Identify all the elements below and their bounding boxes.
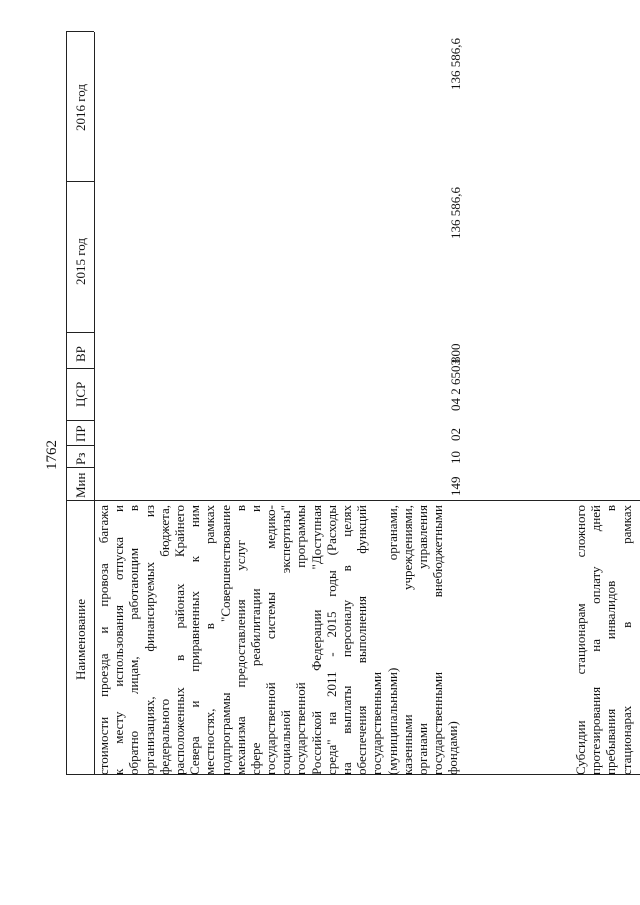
row2-name-line: стационарах в рамках bbox=[618, 505, 634, 775]
row1-name-line: государственными внебюджетными bbox=[430, 505, 446, 775]
header-name: Наименование bbox=[73, 599, 88, 680]
col-rule-2015 bbox=[66, 181, 94, 182]
row1-pr: 02 bbox=[448, 428, 463, 441]
col-rule-vr bbox=[66, 332, 94, 333]
row1-name-line: сфере реабилитации и bbox=[247, 505, 263, 775]
row1-name-line: расположенных в районах Крайнего bbox=[171, 505, 187, 775]
row1-min: 149 bbox=[448, 476, 463, 496]
header-2015: 2015 год bbox=[73, 238, 88, 285]
row1-name-line: казенными учреждениями, bbox=[399, 505, 415, 775]
header-csr: ЦСР bbox=[73, 381, 88, 407]
header-2016: 2016 год bbox=[73, 84, 88, 131]
row2-name-line: Субсидии стационарам сложного bbox=[573, 505, 588, 775]
header-rz: Рз bbox=[73, 452, 88, 465]
row1-name-line: Севера и приравненных к ним bbox=[187, 505, 203, 775]
row1-name-line: социальной экспертизы" bbox=[278, 505, 294, 775]
row1-name-line: органами управления bbox=[414, 505, 430, 775]
row1-name-line: обеспечения выполнения функций bbox=[354, 505, 370, 775]
row1-name-line: фондами) bbox=[445, 721, 461, 775]
row1-name-line: обратно лицам, работающим в bbox=[126, 505, 142, 775]
col-rule-min bbox=[66, 467, 94, 468]
row1-rz: 10 bbox=[448, 451, 463, 464]
row1-name-line: к месту использования отпуска и bbox=[111, 505, 127, 775]
row1-2015: 136 586,6 bbox=[448, 187, 463, 239]
row1-name-line: механизма предоставления услуг в bbox=[232, 505, 248, 775]
row1-csr: 04 2 6503 bbox=[448, 359, 463, 411]
row1-name-line: государственной программы bbox=[293, 505, 309, 775]
row1-name-line: местностях, в рамках bbox=[202, 505, 218, 775]
row1-name-line: федерального бюджета, bbox=[156, 505, 172, 775]
col-rule-csr bbox=[66, 368, 94, 369]
row2-name bbox=[573, 505, 634, 775]
table-top-rule bbox=[66, 32, 67, 775]
header-min: Мин bbox=[73, 472, 88, 498]
row2-name-line: пребывания инвалидов в bbox=[603, 505, 619, 775]
row1-name-line: подпрограммы "Совершенствование bbox=[217, 505, 233, 775]
row1-name-line: среда" на 2011 - 2015 годы (Расходы bbox=[323, 505, 339, 775]
table-right-rule bbox=[66, 31, 94, 32]
row1-name bbox=[96, 505, 461, 775]
row1-vr: 800 bbox=[448, 343, 463, 363]
row1-2016: 136 586,6 bbox=[448, 38, 463, 90]
row1-name-line: государственными bbox=[369, 671, 385, 775]
col-rule-pr bbox=[66, 420, 94, 421]
page-number: 1762 bbox=[44, 440, 60, 470]
row1-name-line: на выплаты персоналу в целях bbox=[339, 505, 354, 775]
col-rule-rz bbox=[66, 445, 94, 446]
header-vr: ВР bbox=[73, 346, 88, 362]
row1-name-line: стоимости проезда и провоза багажа bbox=[96, 505, 111, 775]
col-rule-name bbox=[66, 500, 640, 501]
row2-name-line: протезирования на оплату дней bbox=[588, 505, 604, 775]
header-pr: ПР bbox=[73, 425, 88, 442]
row1-name-line: (муниципальными) органами, bbox=[384, 505, 400, 775]
header-bottom-rule bbox=[94, 32, 95, 775]
row1-name-line: Российской Федерации "Доступная bbox=[308, 505, 324, 775]
row1-name-line: организациях, финансируемых из bbox=[141, 505, 157, 775]
row1-name-line: государственной системы медико- bbox=[263, 505, 279, 775]
